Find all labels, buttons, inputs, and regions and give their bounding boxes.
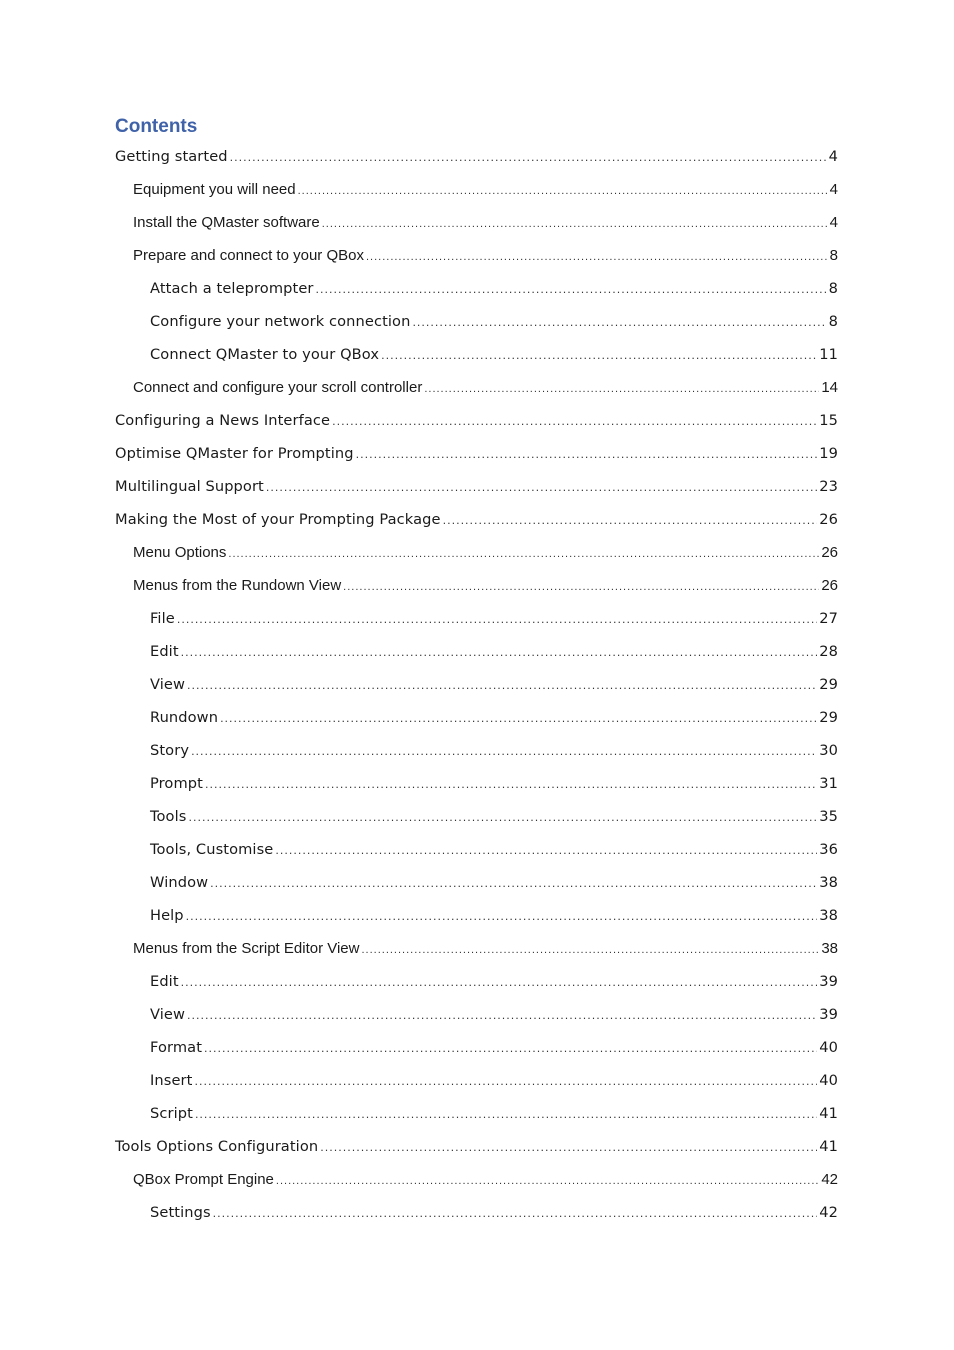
toc-entry-row (150, 1069, 838, 1094)
toc-entry-label: Edit (150, 643, 179, 660)
dot-leader (181, 971, 818, 995)
toc-entry-page-number: 8 (828, 313, 838, 330)
toc-entry[interactable] (0, 1003, 954, 1036)
toc-entry[interactable] (0, 277, 954, 310)
toc-entry[interactable] (0, 475, 954, 508)
dot-leader (187, 674, 817, 698)
toc-entry[interactable] (0, 574, 954, 607)
toc-entry-label: Getting started (115, 148, 228, 165)
toc-entry-page-number: 23 (819, 478, 838, 495)
toc-entry-row (150, 310, 838, 335)
toc-entry-label: View (150, 676, 186, 693)
toc-entry[interactable] (0, 904, 954, 937)
toc-entry-page-number: 8 (828, 280, 838, 297)
toc-entry-row (150, 1036, 838, 1061)
toc-entry-row (133, 244, 838, 269)
toc-entry-row (115, 145, 838, 170)
toc-entry-row (150, 673, 838, 698)
toc-entry[interactable] (0, 805, 954, 838)
dot-leader (188, 806, 817, 830)
toc-entry-page-number: 4 (829, 181, 838, 198)
toc-entry-label: Optimise QMaster for Prompting (115, 445, 354, 462)
toc-entry-page-number: 29 (819, 709, 838, 726)
toc-entry-label: Connect QMaster to your QBox (150, 346, 380, 363)
toc-entry-row (133, 541, 838, 566)
toc-entry-page-number: 26 (821, 544, 838, 561)
toc-entry[interactable] (0, 772, 954, 805)
toc-entry-label: Install the QMaster software (133, 214, 320, 231)
dot-leader (181, 641, 818, 665)
toc-entry-page-number: 36 (819, 841, 838, 858)
toc-entry-label: Menus from the Rundown View (133, 577, 342, 594)
toc-entry-row (133, 178, 838, 203)
toc-entry-label: Rundown (150, 709, 219, 726)
toc-entry-label: Configure your network connection (150, 313, 411, 330)
toc-entry[interactable] (0, 706, 954, 739)
toc-entry-label: File (150, 610, 175, 627)
toc-entry-row (150, 772, 838, 797)
toc-entry-page-number: 4 (828, 148, 838, 165)
dot-leader (266, 476, 817, 500)
toc-entry-row (150, 970, 838, 995)
toc-entry-row (115, 409, 838, 434)
toc-entry-page-number: 11 (819, 346, 838, 363)
toc-entry-page-number: 38 (819, 874, 838, 891)
toc-entry-label: Settings (150, 1204, 211, 1221)
toc-entry[interactable] (0, 607, 954, 640)
toc-entry-label: Making the Most of your Prompting Package (115, 511, 441, 528)
toc-entry-label: Multilingual Support (115, 478, 264, 495)
toc-entry-page-number: 38 (821, 940, 838, 957)
toc-entry[interactable] (0, 1036, 954, 1069)
toc-entry-label: Prompt (150, 775, 203, 792)
dot-leader (443, 509, 818, 533)
toc-entry-page-number: 40 (819, 1039, 838, 1056)
toc-entry-label: Format (150, 1039, 203, 1056)
dot-leader (276, 1169, 819, 1193)
dot-leader (343, 575, 819, 599)
toc-entry[interactable] (0, 244, 954, 277)
toc-entry[interactable] (0, 1069, 954, 1102)
toc-entry[interactable] (0, 937, 954, 970)
toc-entry-row (133, 574, 838, 599)
toc-entry[interactable] (0, 343, 954, 376)
toc-entry[interactable] (0, 442, 954, 475)
toc-entry[interactable] (0, 1201, 954, 1234)
toc-entry-row (150, 838, 838, 863)
toc-entry-label: Connect and configure your scroll controller (133, 379, 423, 396)
toc-entry-row (115, 1135, 838, 1160)
toc-entry-label: Edit (150, 973, 179, 990)
toc-entry[interactable] (0, 1168, 954, 1201)
toc-entry-page-number: 15 (819, 412, 838, 429)
toc-entry[interactable] (0, 178, 954, 211)
toc-entry[interactable] (0, 211, 954, 244)
dot-leader (316, 278, 827, 302)
dot-leader (322, 212, 828, 236)
toc-entry-row (150, 904, 838, 929)
toc-entry-page-number: 14 (821, 379, 838, 396)
toc-entry-page-number: 29 (819, 676, 838, 693)
toc-entry[interactable] (0, 508, 954, 541)
dot-leader (412, 311, 826, 335)
toc-entry-page-number: 41 (819, 1105, 838, 1122)
contents-heading: Contents (115, 116, 198, 137)
toc-entry-row (150, 706, 838, 731)
dot-leader (298, 179, 828, 203)
toc-entry[interactable] (0, 376, 954, 409)
toc-entry-page-number: 38 (819, 907, 838, 924)
dot-leader (228, 542, 819, 566)
toc-entry-page-number: 4 (829, 214, 838, 231)
dot-leader (195, 1103, 817, 1127)
toc-entry-label: Configuring a News Interface (115, 412, 331, 429)
toc-entry-label: View (150, 1006, 186, 1023)
toc-entry-label: Prepare and connect to your QBox (133, 247, 364, 264)
dot-leader (275, 839, 817, 863)
toc-entry-row (115, 442, 838, 467)
toc-entry-row (150, 739, 838, 764)
toc-entry[interactable] (0, 1102, 954, 1135)
toc-entry[interactable] (0, 145, 954, 178)
toc-entry[interactable] (0, 541, 954, 574)
toc-entry[interactable] (0, 739, 954, 772)
dot-leader (213, 1202, 818, 1226)
dot-leader (381, 344, 817, 368)
toc-entry-row (150, 343, 838, 368)
dot-leader (220, 707, 817, 731)
dot-leader (366, 245, 828, 269)
toc-entry-page-number: 31 (819, 775, 838, 792)
toc-entry-label: Script (150, 1105, 193, 1122)
toc-entry[interactable] (0, 409, 954, 442)
toc-entry-row (150, 1003, 838, 1028)
dot-leader (361, 938, 819, 962)
dot-leader (424, 377, 819, 401)
dot-leader (320, 1136, 817, 1160)
dot-leader (191, 740, 817, 764)
dot-leader (204, 1037, 817, 1061)
toc-entry-page-number: 26 (819, 511, 838, 528)
toc-entry[interactable] (0, 871, 954, 904)
toc-entry-label: Tools, Customise (150, 841, 274, 858)
toc-entry-label: Tools Options Configuration (115, 1138, 319, 1155)
toc-entry-row (150, 277, 838, 302)
toc-entry-label: Tools (150, 808, 187, 825)
toc-entry-page-number: 19 (819, 445, 838, 462)
toc-entry-label: Attach a teleprompter (150, 280, 314, 297)
toc-entry-label: QBox Prompt Engine (133, 1171, 274, 1188)
toc-entry[interactable] (0, 640, 954, 673)
toc-entry-page-number: 30 (819, 742, 838, 759)
toc-entry[interactable] (0, 1135, 954, 1168)
toc-entry-label: Equipment you will need (133, 181, 296, 198)
toc-entry-label: Story (150, 742, 190, 759)
toc-entry-row (133, 211, 838, 236)
toc-entry-page-number: 42 (821, 1171, 838, 1188)
toc-entry-row (150, 805, 838, 830)
toc-entry-row (115, 475, 838, 500)
toc-entry-row (133, 1168, 838, 1193)
dot-leader (177, 608, 817, 632)
toc-entry-page-number: 26 (821, 577, 838, 594)
toc-entry-row (150, 1102, 838, 1127)
toc-entry-label: Help (150, 907, 184, 924)
table-of-contents (0, 145, 954, 1234)
dot-leader (205, 773, 817, 797)
toc-entry-label: Menus from the Script Editor View (133, 940, 360, 957)
dot-leader (356, 443, 818, 467)
toc-entry-row (133, 376, 838, 401)
toc-entry-row (150, 1201, 838, 1226)
toc-entry-row (150, 640, 838, 665)
dot-leader (332, 410, 817, 434)
toc-entry[interactable] (0, 838, 954, 871)
dot-leader (230, 146, 827, 170)
toc-entry-page-number: 39 (819, 973, 838, 990)
toc-entry-label: Insert (150, 1072, 193, 1089)
toc-entry-row (150, 871, 838, 896)
toc-entry-row (150, 607, 838, 632)
toc-entry[interactable] (0, 970, 954, 1003)
toc-entry-page-number: 40 (819, 1072, 838, 1089)
toc-entry-row (115, 508, 838, 533)
toc-entry-page-number: 28 (819, 643, 838, 660)
toc-entry[interactable] (0, 310, 954, 343)
dot-leader (187, 1004, 817, 1028)
toc-entry-page-number: 42 (819, 1204, 838, 1221)
dot-leader (194, 1070, 817, 1094)
toc-entry-label: Menu Options (133, 544, 227, 561)
toc-entry-page-number: 35 (819, 808, 838, 825)
toc-entry-page-number: 8 (829, 247, 838, 264)
dot-leader (186, 905, 818, 929)
toc-entry-row (133, 937, 838, 962)
toc-entry-page-number: 41 (819, 1138, 838, 1155)
toc-entry-label: Window (150, 874, 209, 891)
toc-entry-page-number: 27 (819, 610, 838, 627)
toc-entry-page-number: 39 (819, 1006, 838, 1023)
toc-entry[interactable] (0, 673, 954, 706)
dot-leader (210, 872, 817, 896)
